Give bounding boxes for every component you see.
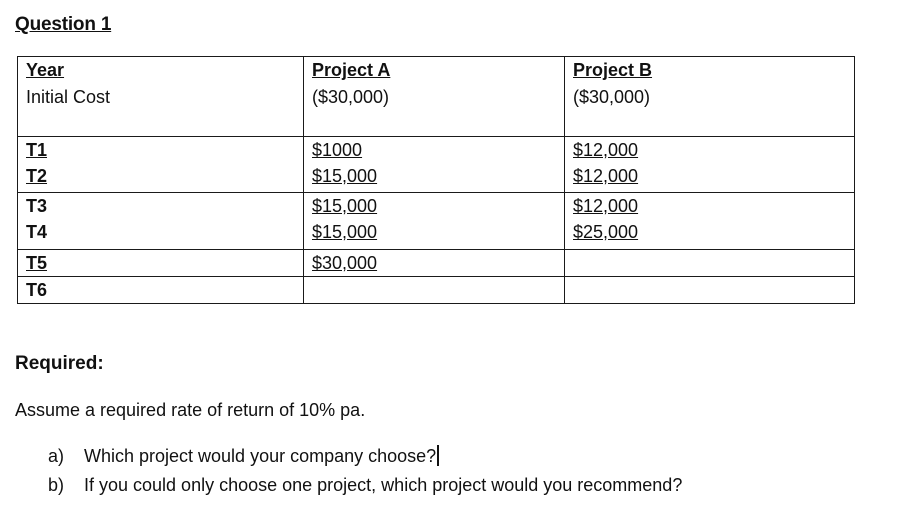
cash-flow-table xyxy=(17,56,855,304)
required-heading: Required: xyxy=(15,353,104,374)
project-a-value: $30,000 xyxy=(312,253,378,273)
period-cell xyxy=(18,193,304,250)
period-cell xyxy=(18,137,304,193)
project-a-initial-cost: ($30,000) xyxy=(312,87,390,107)
table-row xyxy=(18,277,855,304)
period-label: T3 xyxy=(26,196,48,216)
period-cell xyxy=(18,277,304,304)
project-b-value: $12,000 xyxy=(573,140,639,160)
project-b-value-cell xyxy=(565,193,855,250)
period-label: T1 xyxy=(26,140,48,160)
project-b-value: $25,000 xyxy=(573,222,639,242)
list-item xyxy=(48,442,682,471)
period-label: T4 xyxy=(26,222,48,242)
project-b-header: Project B xyxy=(573,60,653,80)
question-text: If you could only choose one project, which project would you recommend? xyxy=(84,475,683,495)
project-b-initial-cost: ($30,000) xyxy=(573,87,651,107)
project-a-value-cell xyxy=(304,277,565,304)
project-b-value-cell xyxy=(565,250,855,277)
project-a-value-cell xyxy=(304,137,565,193)
year-header-cell xyxy=(18,57,304,137)
project-a-header-cell xyxy=(304,57,565,137)
table-header-row xyxy=(18,57,855,137)
instruction-text: Assume a required rate of return of 10% pa. xyxy=(15,400,366,420)
list-item xyxy=(48,471,682,500)
project-b-value-cell xyxy=(565,137,855,193)
period-label: T2 xyxy=(26,166,48,186)
table-row xyxy=(18,137,855,193)
question-list xyxy=(48,442,682,500)
project-a-value: $15,000 xyxy=(312,166,378,186)
project-b-value-cell xyxy=(565,277,855,304)
project-a-value-cell xyxy=(304,250,565,277)
project-b-value: $12,000 xyxy=(573,166,639,186)
period-cell xyxy=(18,250,304,277)
project-a-value: $15,000 xyxy=(312,222,378,242)
question-marker: b) xyxy=(48,475,65,495)
project-a-value-cell xyxy=(304,193,565,250)
text-cursor xyxy=(437,445,439,466)
question-marker: a) xyxy=(48,446,65,466)
question-heading: Question 1 xyxy=(15,14,112,35)
year-column-header: Year xyxy=(26,60,65,80)
project-a-header: Project A xyxy=(312,60,391,80)
table-row xyxy=(18,250,855,277)
project-a-value: $15,000 xyxy=(312,196,378,216)
period-label: T5 xyxy=(26,253,48,273)
project-b-header-cell xyxy=(565,57,855,137)
period-label: T6 xyxy=(26,280,48,300)
project-a-value: $1000 xyxy=(312,140,363,160)
question-text: Which project would your company choose? xyxy=(84,446,437,466)
initial-cost-label: Initial Cost xyxy=(26,87,111,107)
project-b-value: $12,000 xyxy=(573,196,639,216)
table-row xyxy=(18,193,855,250)
